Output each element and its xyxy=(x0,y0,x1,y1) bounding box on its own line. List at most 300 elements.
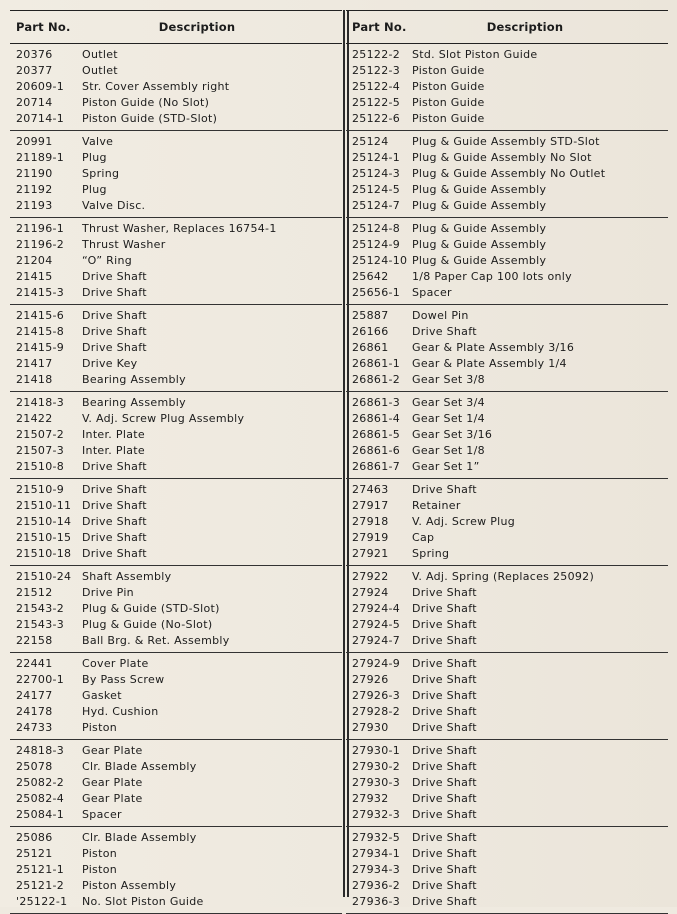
table-row xyxy=(346,411,668,427)
table-row xyxy=(346,498,668,514)
table-row xyxy=(10,530,342,546)
table-row xyxy=(346,395,668,411)
table-row xyxy=(346,830,668,846)
table-row xyxy=(346,79,668,95)
part-number: 22700-1 xyxy=(16,673,65,686)
part-description: Gear Set 3/8 xyxy=(412,373,485,386)
part-description: Plug & Guide Assembly xyxy=(412,238,547,251)
part-description: Clr. Blade Assembly xyxy=(82,760,197,773)
part-number: 25124-3 xyxy=(352,167,401,180)
part-description: Thrust Washer xyxy=(82,238,166,251)
part-number: 27930 xyxy=(352,721,389,734)
row-group xyxy=(346,218,668,305)
row-group xyxy=(10,566,342,653)
table-row xyxy=(346,253,668,269)
part-number: 27932 xyxy=(352,792,389,805)
table-row xyxy=(346,482,668,498)
table-row xyxy=(346,791,668,807)
part-number: 27930-2 xyxy=(352,760,401,773)
part-number: 21189-1 xyxy=(16,151,65,164)
part-description: Drive Shaft xyxy=(412,744,477,757)
part-number: 24177 xyxy=(16,689,53,702)
part-description: Cover Plate xyxy=(82,657,149,670)
row-group xyxy=(346,479,668,566)
part-description: Plug xyxy=(82,151,107,164)
part-description: Piston Guide xyxy=(412,80,485,93)
row-group xyxy=(10,305,342,392)
table-row xyxy=(10,759,342,775)
part-description: Drive Shaft xyxy=(412,618,477,631)
part-number: 21543-2 xyxy=(16,602,65,615)
table-row xyxy=(10,656,342,672)
part-description: Plug & Guide Assembly xyxy=(412,183,547,196)
table-row xyxy=(10,253,342,269)
part-number: 25124-7 xyxy=(352,199,401,212)
part-description: V. Adj. Screw Plug xyxy=(412,515,516,528)
table-row xyxy=(346,514,668,530)
part-description: Piston xyxy=(82,863,117,876)
part-description: Drive Shaft xyxy=(412,325,477,338)
part-number: 27936-2 xyxy=(352,879,401,892)
part-description: Drive Shaft xyxy=(82,460,147,473)
part-description: Spacer xyxy=(412,286,452,299)
part-number: 24178 xyxy=(16,705,53,718)
part-number: 20609-1 xyxy=(16,80,65,93)
table-row xyxy=(346,237,668,253)
part-number: 20376 xyxy=(16,48,53,61)
table-row xyxy=(346,308,668,324)
part-number: 25122-2 xyxy=(352,48,401,61)
left-column xyxy=(10,10,342,914)
table-row xyxy=(346,704,668,720)
part-description: Str. Cover Assembly right xyxy=(82,80,230,93)
part-description: Gear Set 1/8 xyxy=(412,444,485,457)
table-row xyxy=(10,569,342,585)
part-number: 26861-3 xyxy=(352,396,401,409)
part-description: Drive Shaft xyxy=(412,602,477,615)
part-number: 27926 xyxy=(352,673,389,686)
part-number: 21510-24 xyxy=(16,570,72,583)
table-row xyxy=(10,807,342,823)
part-description: Drive Shaft xyxy=(412,792,477,805)
part-number: 27926-3 xyxy=(352,689,401,702)
table-row xyxy=(346,688,668,704)
part-description: Drive Shaft xyxy=(412,689,477,702)
part-number: 27924-9 xyxy=(352,657,401,670)
part-number: 25082-4 xyxy=(16,792,65,805)
part-description: Plug & Guide Assembly No Slot xyxy=(412,151,592,164)
part-number: 21415-9 xyxy=(16,341,65,354)
part-description: 1/8 Paper Cap 100 lots only xyxy=(412,270,572,283)
description-header: Description xyxy=(158,20,236,34)
part-description: V. Adj. Spring (Replaces 25092) xyxy=(412,570,595,583)
table-row xyxy=(346,633,668,649)
table-row xyxy=(10,743,342,759)
table-row xyxy=(10,775,342,791)
part-number: 27934-1 xyxy=(352,847,401,860)
table-row xyxy=(10,285,342,301)
row-group xyxy=(346,566,668,653)
row-group xyxy=(10,740,342,827)
part-description: Piston xyxy=(82,721,117,734)
part-description: Drive Shaft xyxy=(412,721,477,734)
part-description: Valve xyxy=(82,135,114,148)
table-row xyxy=(346,63,668,79)
part-number: 22441 xyxy=(16,657,53,670)
table-row xyxy=(10,791,342,807)
part-description: Gear Set 1” xyxy=(412,460,480,473)
part-number: 25124 xyxy=(352,135,389,148)
table-row xyxy=(346,862,668,878)
part-description: Gear Set 1/4 xyxy=(412,412,485,425)
part-number: 27924 xyxy=(352,586,389,599)
part-description: Drive Shaft xyxy=(82,309,147,322)
table-row xyxy=(10,830,342,846)
part-number: 25124-8 xyxy=(352,222,401,235)
part-number: 21507-3 xyxy=(16,444,65,457)
table-row xyxy=(10,617,342,633)
table-row xyxy=(10,150,342,166)
part-number: 25121-2 xyxy=(16,879,65,892)
table-row xyxy=(10,134,342,150)
part-number: 25121-1 xyxy=(16,863,65,876)
part-description: Drive Shaft xyxy=(82,270,147,283)
table-row xyxy=(10,585,342,601)
part-description: Inter. Plate xyxy=(82,428,145,441)
part-number: 25122-3 xyxy=(352,64,401,77)
table-row xyxy=(10,111,342,127)
table-row xyxy=(346,372,668,388)
part-number: 26861-6 xyxy=(352,444,401,457)
part-description: Gear & Plate Assembly 3/16 xyxy=(412,341,575,354)
part-number: 25124-9 xyxy=(352,238,401,251)
table-row xyxy=(10,340,342,356)
part-number: 21510-11 xyxy=(16,499,72,512)
part-number: 20991 xyxy=(16,135,53,148)
row-group xyxy=(346,392,668,479)
table-row xyxy=(10,846,342,862)
table-row xyxy=(346,150,668,166)
table-row xyxy=(10,166,342,182)
part-number: 21510-9 xyxy=(16,483,65,496)
part-description: Drive Shaft xyxy=(412,760,477,773)
row-group xyxy=(346,740,668,827)
part-number: 21415-8 xyxy=(16,325,65,338)
table-row xyxy=(346,459,668,475)
part-description: Piston Guide xyxy=(412,112,485,125)
part-number: 21418-3 xyxy=(16,396,65,409)
part-description: Drive Shaft xyxy=(82,286,147,299)
part-number: 21196-2 xyxy=(16,238,65,251)
table-row xyxy=(346,95,668,111)
table-row xyxy=(10,459,342,475)
part-number: 20714-1 xyxy=(16,112,65,125)
part-number: 25124-5 xyxy=(352,183,401,196)
right-table-body xyxy=(346,44,668,914)
table-row xyxy=(346,134,668,150)
table-row xyxy=(346,656,668,672)
part-description: Shaft Assembly xyxy=(82,570,172,583)
part-number: 27917 xyxy=(352,499,389,512)
part-description: Spring xyxy=(412,547,450,560)
row-group xyxy=(346,653,668,740)
table-row xyxy=(346,182,668,198)
part-description: Drive Shaft xyxy=(412,879,477,892)
table-row xyxy=(10,720,342,736)
part-number: 26861-5 xyxy=(352,428,401,441)
part-number: 27924-7 xyxy=(352,634,401,647)
table-row xyxy=(346,672,668,688)
part-number: 26861-4 xyxy=(352,412,401,425)
part-description: Drive Shaft xyxy=(412,657,477,670)
part-description: Gear Set 3/16 xyxy=(412,428,493,441)
part-description: Plug & Guide Assembly STD-Slot xyxy=(412,135,600,148)
part-number: 25084-1 xyxy=(16,808,65,821)
part-description: Drive Shaft xyxy=(82,499,147,512)
part-number: 25124-10 xyxy=(352,254,408,267)
row-group xyxy=(10,653,342,740)
part-description: Gear Plate xyxy=(82,792,143,805)
part-number: 27922 xyxy=(352,570,389,583)
part-number: 21193 xyxy=(16,199,53,212)
table-row xyxy=(10,198,342,214)
part-description: Drive Shaft xyxy=(412,776,477,789)
part-description: Piston Guide xyxy=(412,64,485,77)
part-description: Drive Key xyxy=(82,357,138,370)
table-row xyxy=(10,221,342,237)
part-number: 21510-14 xyxy=(16,515,72,528)
table-row xyxy=(10,47,342,63)
part-description: Thrust Washer, Replaces 16754-1 xyxy=(82,222,277,235)
part-description: Outlet xyxy=(82,48,118,61)
part-description: Spacer xyxy=(82,808,122,821)
table-row xyxy=(10,79,342,95)
table-row xyxy=(10,894,342,910)
part-number: 25122-5 xyxy=(352,96,401,109)
part-number: 25642 xyxy=(352,270,389,283)
part-description: Bearing Assembly xyxy=(82,373,186,386)
table-row xyxy=(10,443,342,459)
part-number: 27924-5 xyxy=(352,618,401,631)
part-number: 21190 xyxy=(16,167,53,180)
part-number: 21415 xyxy=(16,270,53,283)
part-number: 25124-1 xyxy=(352,151,401,164)
part-description: Drive Shaft xyxy=(82,531,147,544)
part-description: Retainer xyxy=(412,499,461,512)
table-row xyxy=(10,427,342,443)
part-description: Gasket xyxy=(82,689,122,702)
table-row xyxy=(10,878,342,894)
part-description: V. Adj. Screw Plug Assembly xyxy=(82,412,245,425)
part-description: Piston Guide xyxy=(412,96,485,109)
table-row xyxy=(346,759,668,775)
part-description: Drive Shaft xyxy=(82,341,147,354)
part-number: 25078 xyxy=(16,760,53,773)
part-number: 25082-2 xyxy=(16,776,65,789)
table-row xyxy=(10,688,342,704)
table-row xyxy=(346,530,668,546)
part-number: 21422 xyxy=(16,412,53,425)
part-number: 25122-4 xyxy=(352,80,401,93)
part-description: Drive Shaft xyxy=(412,895,477,908)
part-description: Spring xyxy=(82,167,120,180)
table-row xyxy=(10,269,342,285)
table-row xyxy=(346,427,668,443)
part-number: 21512 xyxy=(16,586,53,599)
part-description: Hyd. Cushion xyxy=(82,705,159,718)
part-number: 25121 xyxy=(16,847,53,860)
part-number: 25086 xyxy=(16,831,53,844)
table-row xyxy=(10,237,342,253)
table-row xyxy=(346,807,668,823)
part-description: Dowel Pin xyxy=(412,309,469,322)
part-number: 26861-2 xyxy=(352,373,401,386)
column-divider-line xyxy=(343,10,345,897)
row-group xyxy=(346,827,668,914)
row-group xyxy=(10,827,342,914)
part-number: 21415-6 xyxy=(16,309,65,322)
part-description: Drive Shaft xyxy=(412,673,477,686)
left-table-body xyxy=(10,44,342,914)
part-number: 27932-3 xyxy=(352,808,401,821)
part-number: 26861 xyxy=(352,341,389,354)
part-description: Piston Guide (No Slot) xyxy=(82,96,210,109)
part-number: 21418 xyxy=(16,373,53,386)
table-row xyxy=(10,514,342,530)
part-description: Plug xyxy=(82,183,107,196)
part-description: Ball Brg. & Ret. Assembly xyxy=(82,634,230,647)
row-group xyxy=(10,479,342,566)
part-description: Drive Shaft xyxy=(412,634,477,647)
part-number: 27924-4 xyxy=(352,602,401,615)
right-column xyxy=(346,10,668,914)
part-no-header: Part No. xyxy=(352,20,407,34)
table-row xyxy=(10,372,342,388)
table-row xyxy=(346,221,668,237)
table-row xyxy=(346,269,668,285)
part-number: 27930-1 xyxy=(352,744,401,757)
part-description: Drive Shaft xyxy=(82,483,147,496)
table-row xyxy=(346,198,668,214)
part-number: 21507-2 xyxy=(16,428,65,441)
table-row xyxy=(346,878,668,894)
part-number: 27932-5 xyxy=(352,831,401,844)
part-description: Inter. Plate xyxy=(82,444,145,457)
part-number: 27919 xyxy=(352,531,389,544)
table-row xyxy=(10,498,342,514)
part-description: Plug & Guide (STD-Slot) xyxy=(82,602,220,615)
table-row xyxy=(10,95,342,111)
part-description: Drive Shaft xyxy=(82,325,147,338)
part-number: 27928-2 xyxy=(352,705,401,718)
part-number: 21204 xyxy=(16,254,53,267)
table-row xyxy=(10,862,342,878)
part-description: Drive Shaft xyxy=(412,808,477,821)
table-row xyxy=(346,585,668,601)
row-group xyxy=(10,44,342,131)
part-number: 21417 xyxy=(16,357,53,370)
part-description: Drive Shaft xyxy=(82,547,147,560)
part-number: 21543-3 xyxy=(16,618,65,631)
part-description: Drive Shaft xyxy=(412,831,477,844)
table-row xyxy=(10,601,342,617)
part-number: '25122-1 xyxy=(16,895,68,908)
part-description: Clr. Blade Assembly xyxy=(82,831,197,844)
row-group xyxy=(346,131,668,218)
part-number: 25656-1 xyxy=(352,286,401,299)
part-number: 27936-3 xyxy=(352,895,401,908)
part-description: Drive Pin xyxy=(82,586,134,599)
part-number: 25887 xyxy=(352,309,389,322)
table-row xyxy=(10,182,342,198)
table-row xyxy=(346,324,668,340)
part-description: Gear Set 3/4 xyxy=(412,396,485,409)
part-number: 21510-8 xyxy=(16,460,65,473)
table-row xyxy=(346,546,668,562)
table-row xyxy=(346,356,668,372)
part-description: Drive Shaft xyxy=(412,705,477,718)
part-number: 25122-6 xyxy=(352,112,401,125)
part-number: 27921 xyxy=(352,547,389,560)
part-number: 21415-3 xyxy=(16,286,65,299)
row-group xyxy=(346,305,668,392)
part-description: Piston xyxy=(82,847,117,860)
part-number: 27463 xyxy=(352,483,389,496)
part-description: Drive Shaft xyxy=(412,483,477,496)
part-description: Drive Shaft xyxy=(412,863,477,876)
table-row xyxy=(10,63,342,79)
part-number: 27930-3 xyxy=(352,776,401,789)
table-row xyxy=(346,617,668,633)
row-group xyxy=(346,44,668,131)
part-description: Plug & Guide Assembly xyxy=(412,199,547,212)
table-row xyxy=(346,111,668,127)
table-row xyxy=(10,633,342,649)
part-description: Plug & Guide Assembly xyxy=(412,254,547,267)
table-header xyxy=(10,10,342,44)
part-description: Cap xyxy=(412,531,435,544)
part-description: Piston Assembly xyxy=(82,879,177,892)
table-row xyxy=(10,356,342,372)
part-number: 27934-3 xyxy=(352,863,401,876)
part-number: 20377 xyxy=(16,64,53,77)
part-description: Gear & Plate Assembly 1/4 xyxy=(412,357,567,370)
part-description: Gear Plate xyxy=(82,744,143,757)
table-row xyxy=(346,340,668,356)
part-description: Std. Slot Piston Guide xyxy=(412,48,538,61)
part-description: Gear Plate xyxy=(82,776,143,789)
table-row xyxy=(346,846,668,862)
part-description: Piston Guide (STD-Slot) xyxy=(82,112,218,125)
part-description: No. Slot Piston Guide xyxy=(82,895,204,908)
table-row xyxy=(346,775,668,791)
part-number: 24733 xyxy=(16,721,53,734)
row-group xyxy=(10,218,342,305)
table-row xyxy=(10,324,342,340)
part-description: Bearing Assembly xyxy=(82,396,186,409)
part-description: By Pass Screw xyxy=(82,673,165,686)
part-description: “O” Ring xyxy=(82,254,133,267)
table-row xyxy=(10,308,342,324)
table-row xyxy=(346,601,668,617)
part-number: 24818-3 xyxy=(16,744,65,757)
part-description: Plug & Guide (No-Slot) xyxy=(82,618,213,631)
part-number: 26861-7 xyxy=(352,460,401,473)
row-group xyxy=(10,392,342,479)
part-description: Valve Disc. xyxy=(82,199,146,212)
part-number: 26861-1 xyxy=(352,357,401,370)
part-description: Drive Shaft xyxy=(82,515,147,528)
